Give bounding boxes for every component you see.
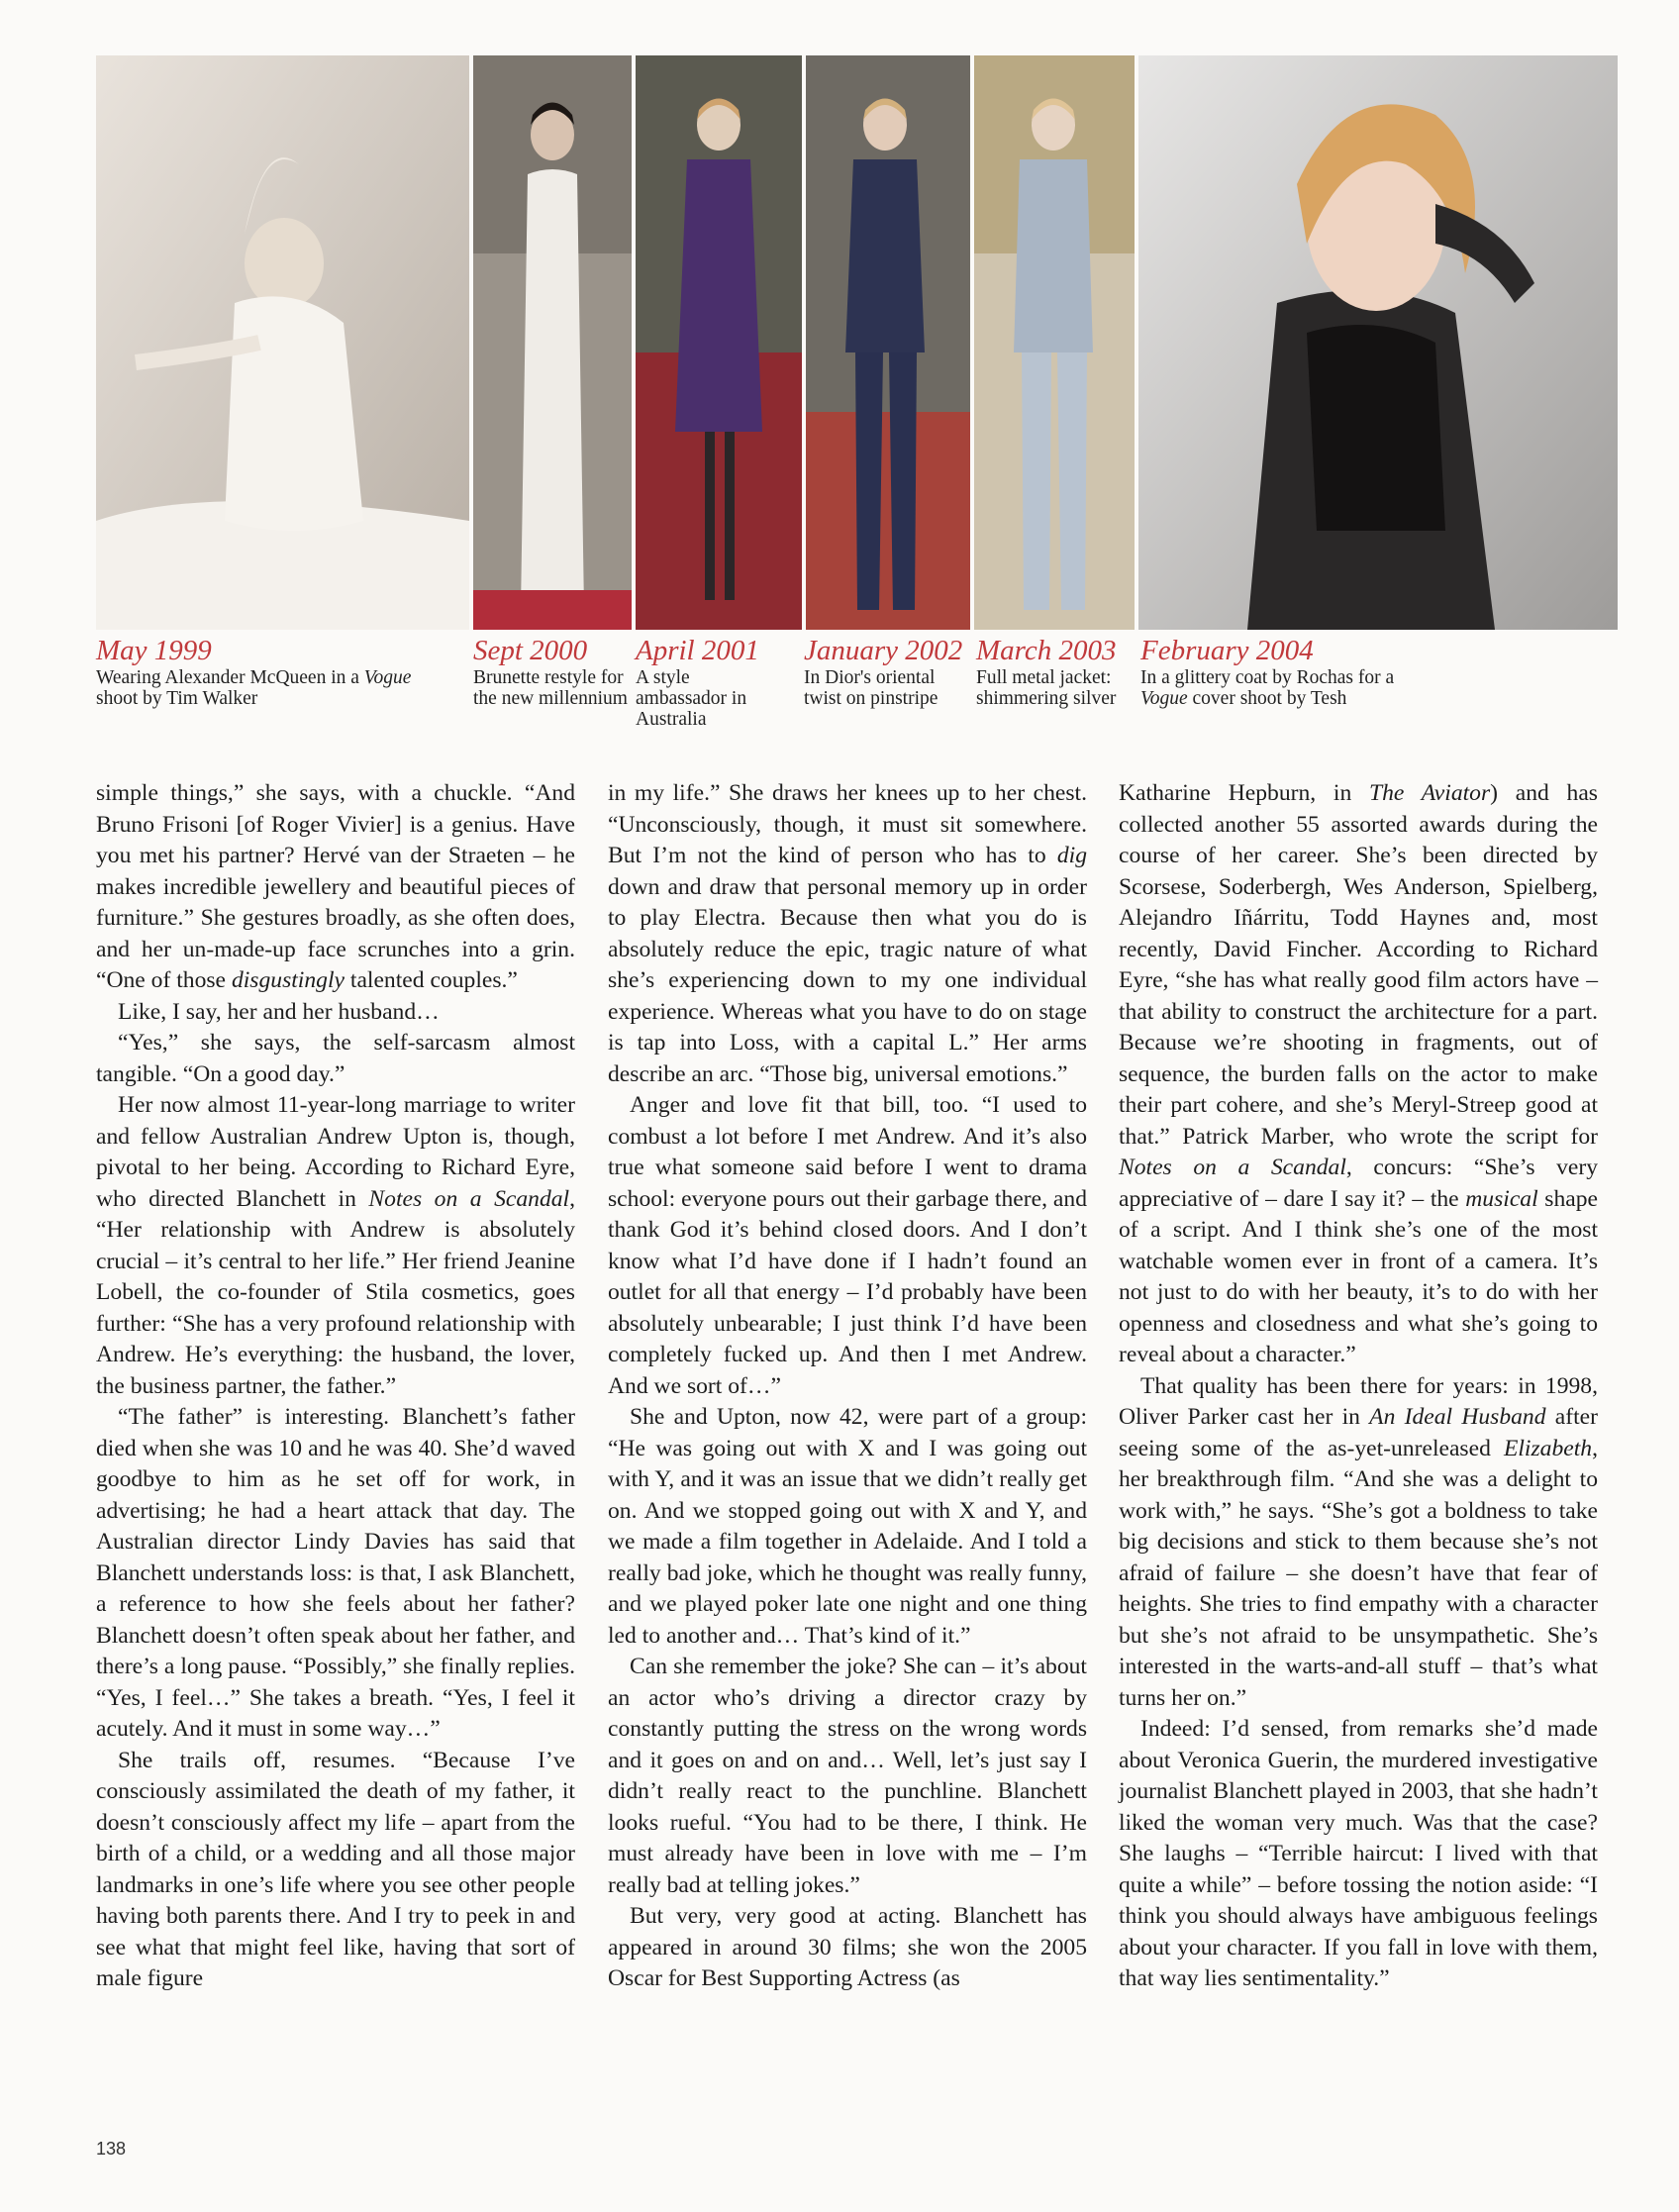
article-paragraph: But very, very good at acting. Blanchett has appeared in around 30 films; she won the 2005 Oscar for Best Supporting Actress (as [608,1903,1087,1991]
photo-march-2003 [974,55,1135,630]
italic-title: Notes on a Scandal [368,1185,570,1212]
photo-february-2004 [1138,55,1618,630]
caption-january-2002 [804,634,974,709]
article-paragraph: simple things,” she says, with a chuckle. “And Bruno Frisoni [of Roger Vivier] is a genius. Have you met his partner? Hervé van der Straeten – he makes incredible jewellery and beautiful pieces of furniture.” She gestures broadly, as she often does, and her un-made-up face scrunches into a grin. “One of those disgustingly talented couples.” [96,780,575,993]
caption-text: Brunette restyle for the new millennium [473,667,628,709]
caption-date: April 2001 [636,635,759,666]
caption-text: Wearing Alexander McQueen in a Vogue shoot by Tim Walker [96,667,412,709]
article-paragraph: Indeed: I’d sensed, from remarks she’d made about Veronica Guerin, the murdered investigative journalist Blanchett played in 2003, that she hadn’t liked the woman very much. Was that the case? She laughs – “Terrible haircut: I lived with that quite a while” – before tossing the notion aside: “I think you should always have ambiguous feelings about your character. If you fall in love with them, that way lies sentimentality.” [1119,1716,1598,1991]
caption-april-2001 [636,634,784,730]
article-paragraph: Anger and love fit that bill, too. “I used to combust a lot before I met Andrew. And it’s also true what someone said before I went to drama school: everyone pours out their garbage there, and thank God it’s behind closed doors. And I don’t know what I’d have done if I hadn’t found an outlet for all that energy – I’d probably have been absolutely unbearable; I just think I’d have been completely fucked up. And then I met Andrew. And we sort of…” [608,1092,1087,1399]
article-column-1 [96,778,575,1995]
photo-january-2002 [806,55,970,630]
article-column-3 [1119,778,1598,1995]
caption-date: May 1999 [96,635,212,666]
caption-sept-2000 [473,634,634,709]
photo-sept-2000 [473,55,632,630]
article-paragraph: Can she remember the joke? She can – it’s about an actor who’s driving a director crazy by constantly putting the stress on the wrong words and it goes on and on and… Well, let’s just say I didn’t really react to the punchline. Blanchett looks rueful. “You had to be there, I think. He must already have been in love with me – I’m really bad at telling jokes.” [608,1654,1087,1898]
italic-title: Notes on a Scandal [1119,1155,1346,1180]
caption-february-2004 [1140,634,1437,709]
article-paragraph: That quality has been there for years: in 1998, Oliver Parker cast her in An Ideal Husband after seeing some of the as-yet-unreleased Elizabeth, her breakthrough film. “And she was a delight to work with,” he says. “She’s got a boldness to take big decisions and stick to them because she’s not afraid of failure – she doesn’t have that fear of heights. She tries to find empathy with a character but she’s not afraid to be unsympathetic. She’s interested in the warts-and-all stuff – that’s what turns her on.” [1119,1372,1598,1711]
article-paragraph: “Yes,” she says, the self-sarcasm almost tangible. “On a good day.” [96,1030,575,1087]
article-column-2 [608,778,1087,1995]
article-paragraph: “The father” is interesting. Blanchett’s father died when she was 10 and he was 40. She’d waved goodbye to him as he set off for work, in advertising; he had a heart attack that day. The Australian director Lindy Davies has said that Blanchett understands loss: is that, I ask Blanchett, a reference to how she feels about her father? Blanchett doesn’t often speak about her father, and there’s a long pause. “Possibly,” she finally replies. “Yes, I feel…” She takes a breath. “Yes, I feel it acutely. And it must in some way…” [96,1404,575,1742]
italic-title: dig [1056,843,1087,868]
caption-text: In Dior's oriental twist on pinstripe [804,667,938,709]
italic-title: musical [1465,1185,1538,1212]
article-paragraph: She and Upton, now 42, were part of a group: “He was going out with X and I was going out with Y, and it was an issue that we didn’t really get on. And we stopped going out with X and Y, and we made a film together in Adelaide. And I told a really bad joke, which he thought was really funny, and we played poker late one night and one thing led to another and… That’s kind of it.” [608,1404,1087,1649]
italic-title: disgustingly [231,967,345,993]
caption-march-2003 [976,634,1136,709]
photo-may-1999 [96,55,469,630]
italic-title: Elizabeth [1503,1435,1593,1461]
article-paragraph: Her now almost 11-year-long marriage to writer and fellow Australian Andrew Upton is, though, pivotal to her being. According to Richard Eyre, who directed Blanchett in Notes on a Scandal, “Her relationship with Andrew is absolutely crucial – it’s central to her life.” Her friend Jeanine Lobell, the co-founder of Stila cosmetics, goes further: “She has a very profound relationship with Andrew. He’s everything: the husband, the lover, the business partner, the father.” [96,1092,576,1399]
caption-text: Full metal jacket: shimmering silver [976,667,1117,709]
italic-title: The Aviator [1369,780,1491,806]
caption-date: Sept 2000 [473,635,588,666]
caption-date: January 2002 [804,635,963,666]
caption-text: A style ambassador in Australia [636,667,747,730]
caption-text: In a glittery coat by Rochas for a Vogue cover shoot by Tesh [1140,667,1395,709]
italic-title: An Ideal Husband [1369,1404,1546,1430]
article-paragraph: She trails off, resumes. “Because I’ve consciously assimilated the death of my father, it doesn’t consciously affect my life – apart from the birth of a child, or a wedding and all those major landmarks in one’s life where you see other people having both parents there. And I try to peek in and see what that might feel like, having that sort of male figure [96,1747,575,1991]
article-paragraph: in my life.” She draws her knees up to her chest. “Unconsciously, though, it must sit somewhere. But I’m not the kind of person who has to dig down and draw that personal memory up in order to play Electra. Because then what you do is absolutely reduce the epic, tragic nature of what she’s experiencing down to my one individual experience. Whereas what you have to do on stage is tap into Loss, with a capital L.” Her arms describe an arc. “Those big, universal emotions.” [608,780,1087,1087]
photo-april-2001 [636,55,802,630]
caption-date: February 2004 [1140,635,1314,666]
article-paragraph: Like, I say, her and her husband… [118,998,440,1025]
caption-may-1999 [96,634,452,709]
article-paragraph: Katharine Hepburn, in The Aviator) and has collected another 55 assorted awards during the course of her career. She’s been directed by Scorsese, Soderbergh, Wes Anderson, Spielberg, Alejandro Iñárritu, Todd Haynes and, most recently, David Fincher. According to Richard Eyre, “she has what really good film actors have – that ability to construct the architecture for a part. Because we’re shooting in fragments, out of sequence, the burden falls on the actor to make their part cohere, and she’s Meryl-Streep good at that.” Patrick Marber, who wrote the script for Notes on a Scandal, concurs: “She’s very appreciative of – dare I say it? – the musical shape of a script. And I think she’s one of the most watchable women ever in front of a camera. It’s not just to do with her beauty, it’s to do with her openness and closedness and what she’s going to reveal about a character.” [1119,780,1599,1367]
caption-date: March 2003 [976,635,1117,666]
page-number: 138 [96,2139,127,2159]
